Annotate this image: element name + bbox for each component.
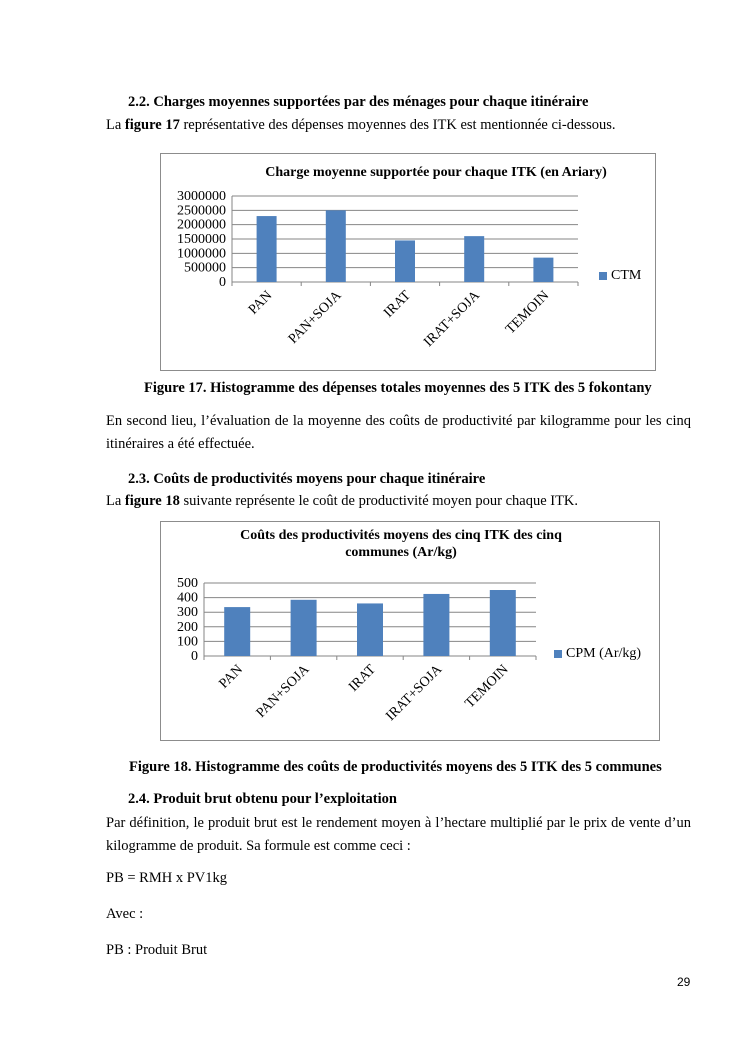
- section-heading-2-3: 2.3. Coûts de productivités moyens pour chaque itinéraire: [128, 471, 486, 487]
- avec-label: Avec :: [106, 906, 144, 922]
- figure18-intro: [106, 493, 578, 510]
- legend-swatch: [554, 650, 562, 658]
- page-number: 29: [677, 975, 691, 989]
- figure-ref: figure 17: [124, 117, 180, 133]
- chart-legend: [554, 646, 641, 662]
- category-label: PAN: [245, 288, 276, 318]
- figure-ref: figure 18: [124, 493, 180, 509]
- chart-title-line1: Coûts des productivités moyens des cinq ITK des cinq: [240, 528, 562, 543]
- bar: [533, 258, 553, 282]
- category-label: IRAT+SOJA: [421, 288, 484, 351]
- section-heading-2-2: 2.2. Charges moyennes supportées par des ménages pour chaque itinéraire: [128, 94, 589, 110]
- intro-prefix: La: [106, 117, 125, 133]
- y-tick-label: 2000000: [177, 217, 226, 233]
- definition-pb: PB : Produit Brut: [106, 942, 208, 958]
- bar: [490, 590, 516, 656]
- bar: [423, 594, 449, 656]
- intro-suffix: représentative des dépenses moyennes des ITK est mentionnée ci-dessous.: [179, 117, 616, 133]
- section-heading-2-4: 2.4. Produit brut obtenu pour l’exploitation: [128, 791, 397, 807]
- y-tick-label: 2500000: [177, 203, 226, 219]
- y-tick-label: 3000000: [177, 189, 226, 204]
- figure17-svg: [161, 154, 655, 370]
- y-tick-label: 400: [177, 590, 198, 606]
- bar: [224, 607, 250, 656]
- figure18-svg: [161, 522, 659, 740]
- bar: [291, 600, 317, 656]
- figure17-intro: [106, 117, 616, 134]
- legend-label: CTM: [611, 268, 642, 283]
- legend-label: CPM (Ar/kg): [566, 646, 642, 661]
- y-tick-label: 0: [219, 275, 226, 290]
- chart-title-line2: communes (Ar/kg): [345, 545, 457, 560]
- category-label: TEMOIN: [462, 662, 512, 712]
- intro-prefix: La: [106, 493, 125, 509]
- figure18-chart: [160, 521, 660, 741]
- y-tick-label: 0: [191, 649, 198, 664]
- category-label: PAN: [216, 662, 247, 692]
- figure17-chart: [160, 153, 656, 371]
- figure17-caption: Figure 17. Histogramme des dépenses totales moyennes des 5 ITK des 5 fokontany: [144, 380, 652, 396]
- legend-swatch: [599, 272, 607, 280]
- chart-legend: [599, 268, 641, 284]
- chart-title: Charge moyenne supportée pour chaque ITK (en Ariary): [265, 165, 607, 180]
- bar: [326, 210, 346, 282]
- y-tick-label: 300: [177, 605, 198, 621]
- category-label: TEMOIN: [503, 288, 553, 338]
- transition-paragraph: En second lieu, l’évaluation de la moyenne des coûts de productivité par kilogramme pour les cinq itinéraires a été effectuée.: [106, 413, 691, 452]
- y-tick-label: 1000000: [177, 246, 226, 262]
- definition-paragraph: Par définition, le produit brut est le rendement moyen à l’hectare multiplié par le prix de vente d’un kilogramme de produit. Sa formule est comme ceci :: [106, 815, 691, 854]
- y-tick-label: 200: [177, 619, 198, 635]
- category-label: IRAT: [346, 662, 379, 695]
- y-tick-label: 1500000: [177, 232, 226, 247]
- formula: PB = RMH x PV1kg: [106, 870, 227, 886]
- bar: [464, 236, 484, 282]
- y-tick-label: 500: [177, 576, 198, 591]
- bar: [257, 216, 277, 282]
- y-tick-label: 500000: [184, 260, 226, 276]
- category-label: PAN+SOJA: [285, 288, 345, 347]
- category-label: IRAT+SOJA: [383, 662, 446, 725]
- y-tick-label: 100: [177, 634, 198, 650]
- category-label: PAN+SOJA: [253, 662, 313, 721]
- category-label: IRAT: [381, 288, 414, 321]
- bar: [395, 240, 415, 282]
- intro-suffix: suivante représente le coût de productivité moyen pour chaque ITK.: [179, 493, 579, 509]
- bar: [357, 603, 383, 656]
- figure18-caption: Figure 18. Histogramme des coûts de productivités moyens des 5 ITK des 5 communes: [129, 759, 662, 775]
